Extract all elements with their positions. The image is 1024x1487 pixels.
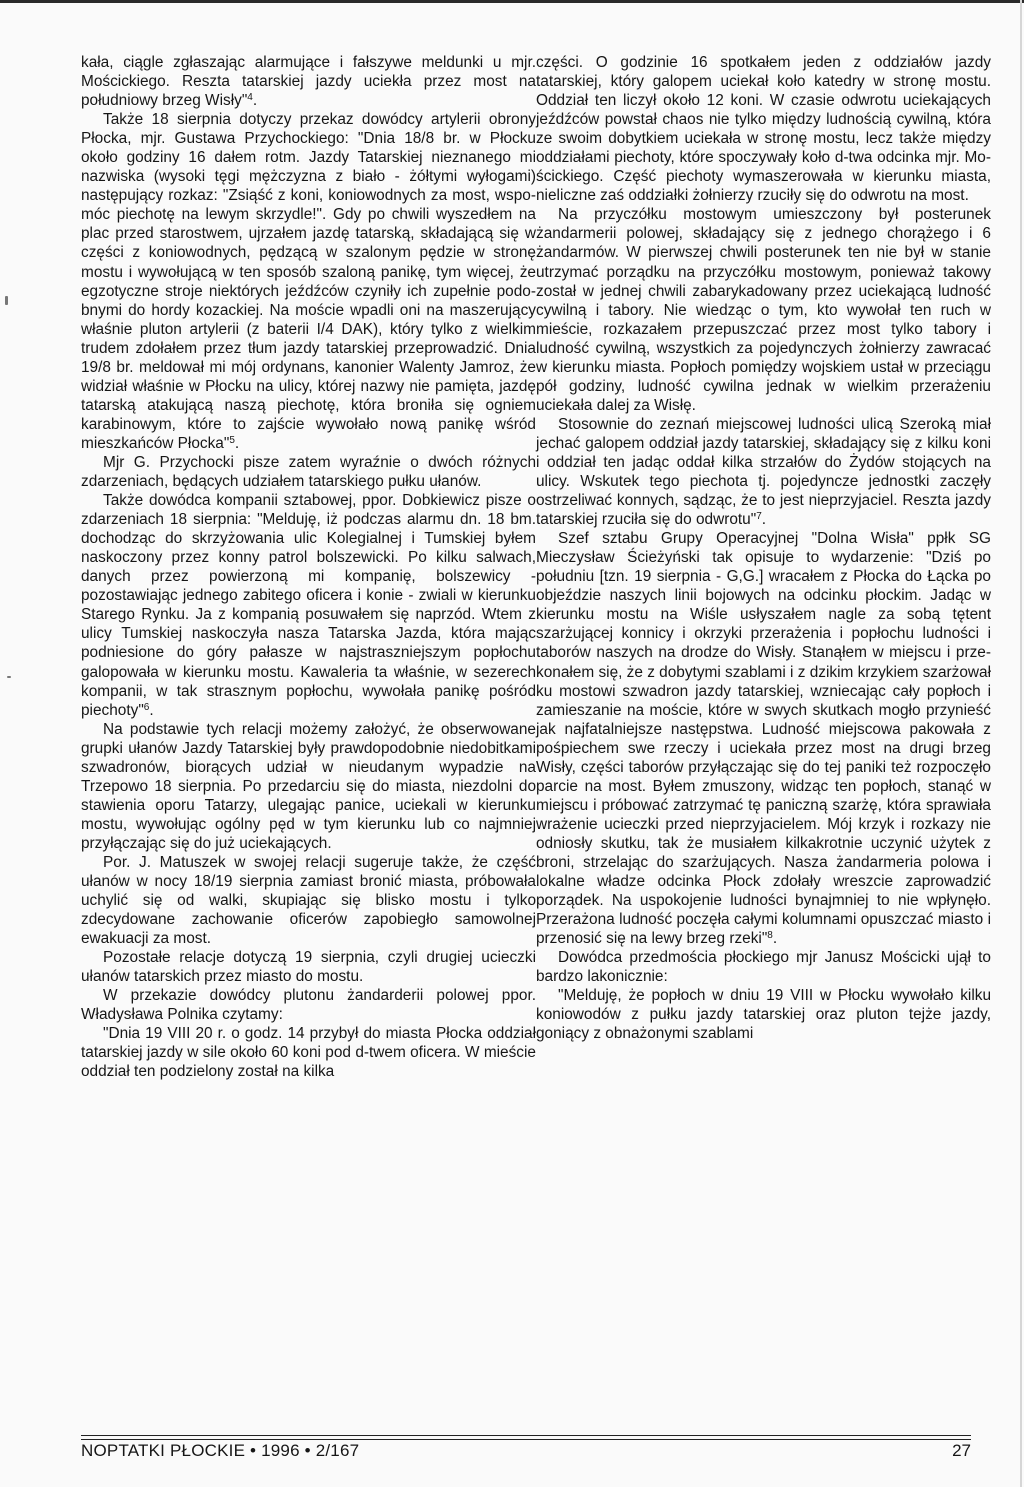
- paragraph: [81, 110, 536, 453]
- footnote-ref: 8: [767, 930, 773, 942]
- paragraph-text: W przekazie dowódcy plutonu żandarderii polowej ppor. Władysława Polnika czytamy:: [81, 987, 536, 1024]
- paragraph-text: Szef sztabu Grupy Operacyjnej "Dolna Wisła" ppłk SG Mieczysław Ścieżyński tak opisuje to wydarzenie: "Dziś po południu [tzn. 19 sierpnia - G,G.] wracałem z Płocka do Łącka po objeździe naszych linii bojowych na odcinku płockim. Jadąc w kierunku mostu na Wiśle usłyszałem nagle za sobą tętent szarżującej konnicy i okrzyki przerażenia i popłochu ludności i taborów naszych na drodze do Wisły. Stanąłem w miejscu i przekonałem się, że z dobytymi szablami i z dzikim krzykiem szarżował ku mostowi szwadron jazdy tatarskiej, wzniecając cały popłoch i zamieszanie na moście, które w swych skutkach mogło przynieść jak najfatalniejsze następstwa. Ludność miejscowa pakowała z pośpiechem swe rzeczy i uciekała przez most na drugi brzeg Wisły, części taborów przyłączając się do tej paniki też rozpoczęło parcie na most. Byłem zmuszony, widząc ten popłoch, stanąć w miejscu i próbować zatrzymać tę paniczną szarżę, która sprawiała wrażenie ucieczki przed nieprzyjacielem. Mój krzyk i rozkazy nie odniosły skutku, tak że musiałem kilkakrotnie uczynić użytek z broni, strzelając do szarżujących. Nasza żandarmeria polowa i lokalne władze odcinka Płock zdołały wreszcie zaprowadzić porządek. Na uspokojenie ludności bynajmniej to nie wpłynęło. Przerażona ludność poczęła całymi kolumnami opuszczać miasto i przenosić się na lewy brzeg rzeki": [536, 530, 992, 948]
- paragraph-tail: .: [149, 701, 154, 719]
- paragraph: [81, 986, 536, 1024]
- paragraph: [81, 853, 536, 948]
- paragraph-tail: .: [252, 92, 258, 110]
- paragraph-text: kała, ciągle zgłaszając alarmujące i fałszywe meldunki u mjr. Mościckiego. Reszta tatarskiej jazdy uciekła przez most na południowy brzeg Wisły": [81, 54, 536, 110]
- scan-mark: [7, 676, 11, 678]
- paragraph: [536, 53, 991, 205]
- paragraph: [536, 948, 991, 986]
- paragraph: [81, 53, 536, 110]
- paragraph: [81, 948, 536, 986]
- paragraph-tail: .: [761, 511, 767, 529]
- paragraph: [81, 1024, 536, 1081]
- footnote-ref: 5: [229, 434, 235, 446]
- footnote-ref: 4: [247, 92, 253, 104]
- page-footer: [81, 1440, 971, 1462]
- paragraph-text: Stosownie do zeznań miejscowej ludności ulicą Szeroką miał jechać galopem oddział jazdy tatarskiej, składający się z kilku koni i oddział ten jadąc oddał kilka strzałów do Żydów stojących na ulicy. Wskutek tego piechota tj. pojedyncze jednostki zaczęły ostrzeliwać konnych, sądząc, że to jest nieprzyjaciel. Reszta jazdy tatarskiej rzuciła się do odwrotu": [536, 415, 991, 529]
- footnote-ref: 7: [756, 511, 762, 523]
- paragraph: [81, 491, 536, 720]
- paragraph-tail: .: [234, 434, 240, 452]
- paragraph-text: Na przyczółku mostowym umieszczony był posterunek żandarmerii polowej, składający się z jednego chorążego i 6 żandarmów. W pierwszej chwili posterunek ten nie był w stanie utrzymać porządku na przyczółku mostowym, ponieważ takowy został w jednej chwili zabarykadowany przez uciekającą ludność cywilną i tabory. Nie wiedząc o tym, kto wywołał ten ruch w mieście, rozkazałem przepuszczać przez most tylko tabory i ludność cywilną, wszystkich za pojedynczych żołnierzy zawracać w kierunku miasta. Popłoch pomiędzy wojskiem ustał w przeciągu pół godziny, ludność cywilna jednak w wielkim przerażeniu uciekała dalej za Wisłę.: [536, 206, 991, 414]
- paragraph-tail: .: [772, 930, 778, 948]
- paragraph-text: Na podstawie tych relacji możemy założyć, że obserwowane grupki ułanów Jazdy Tatarskiej były prawdopodobnie niedobitkami szwadronów, biorących udział w nieudanym wypadzie na Trzepowo 18 sierpnia. Po przedarciu się do miasta, niezdolni do stawienia oporu Tatarzy, ulegając panice, uciekali w kierunku mostu, wywołując ogólny pęd w tym kierunku lub co najmniej przyłączając się do już uciekających.: [81, 720, 536, 852]
- page-top-edge: [0, 0, 1024, 3]
- paragraph-text: Także dowódca kompanii sztabowej, ppor. Dobkiewicz pisze o zdarzeniach 18 sierpnia: "Melduję, iż podczas alarmu dn. 18 bm. dochodząc do skrzyżowania ulic Kolegialnej i Tumskiej byłem naskoczony przez konny patrol bolszewicki. Po kilku salwach, danych przez powierzoną mi kompanię, bolszewicy - pozostawiając jednego zabitego oficera i konie - zwiali w kierunku Starego Rynku. Ja z kompanią posuwałem się naprzód. Wtem z ulicy Tumskiej naskoczyła nasza Tatarska Jazda, która mając podniesione do góry pałasze w najstraszniejszym popłochu galopowała w kierunku mostu. Kawaleria ta właśnie, w sezerech kompanii, w tak strasznym popłochu, wywołała panikę pośród piechoty": [81, 492, 536, 719]
- paragraph: [536, 529, 991, 948]
- paragraph-text: Por. J. Matuszek w swojej relacji sugeruje także, że część ułanów w nocy 18/19 sierpnia zamiast bronić miasta, próbowała uchylić się od walki, skupiając się blisko mostu i tylko zdecydowane zachowanie oficerów zapobiegło samowolnej ewakuacji za most.: [81, 853, 536, 948]
- paragraph-text: Mjr G. Przychocki pisze zatem wyraźnie o dwóch różnych zdarzeniach, będących udziałem tatarskiego pułku ułanów.: [81, 453, 536, 491]
- footnote-ref: 6: [143, 701, 150, 713]
- paragraph-text: Pozostałe relacje dotyczą 19 sierpnia, czyli drugiej ucieczki ułanów tatarskich przez miasto do mostu.: [81, 949, 536, 986]
- text-column-left: [81, 53, 536, 1082]
- footer-journal-title: NOPTATKI PŁOCKIE • 1996 • 2/167: [81, 1441, 360, 1460]
- paragraph-text: "Dnia 19 VIII 20 r. o godz. 14 przybył do miasta Płocka oddział tatarskiej jazdy w sile około 60 koni pod d-twem oficera. W mieście oddział ten podzielony został na kilka: [81, 1025, 536, 1081]
- paragraph: [536, 986, 991, 1043]
- paragraph: [81, 453, 536, 491]
- paragraph-text: Także 18 sierpnia dotyczy przekaz dowódcy artylerii obrony Płocka, mjr. Gustawa Przychockiego: "Dnia 18/8 br. w Płocku około godziny 16 dałem rotm. Jazdy Tatarskiej nieznanego mi nazwiska (wysoki tęgi mężczyzna z biało - żółtymi wyłogami) następujący rozkaz: "Zsiąść z koni, koniowodnych za most, wspomóc piechotę na lewym skrzydle!". Gdy po chwili wyszedłem na plac przed starostwem, ujrzałem jazdę tatarską, składającą się w części z koniowodnych, pędzącą w szalonym pędzie w stronę mostu i wywołującą w ten sposób szaloną panikę, tym więcej, że egzotyczne stroje niektórych jeźdźców czyniły ich zupełnie podobnymi do hordy kozackiej. Na moście wpadli oni na maszerujący właśnie pluton artylerii (z baterii I/4 DAK), który tylko z wielkim trudem zdołałem przez tłum jazdy tatarskiej przeprowadzić. Dnia 19/8 br. meldował mi mój ordynans, kanonier Walenty Jamroz, że widział właśnie w Płocku na ulicy, której nazwy nie pamięta, jazdę tatarską atakującą naszą piechotę, która broniła się ogniem karabinowym, które to zajście wywołało nową panikę wśród mieszkańców Płocka": [81, 111, 536, 452]
- footer-rule: [81, 1435, 971, 1436]
- paragraph: [536, 415, 991, 529]
- paragraph: [81, 720, 536, 853]
- text-column-right: [536, 53, 991, 1043]
- paragraph-text: Dowódca przedmościa płockiego mjr Janusz Mościcki ujął to bardzo lakonicznie:: [536, 949, 991, 986]
- paragraph: [536, 205, 991, 415]
- page-number: 27: [952, 1441, 971, 1460]
- paragraph-text: "Melduję, że popłoch w dniu 19 VIII w Płocku wywołało kilku koniowodów z pułku jazdy tatarskiej oraz pluton tejże jazdy, goniący z obnażonymi szablami: [536, 987, 991, 1043]
- paragraph-text: części. O godzinie 16 spotkałem jeden z oddziałów jazdy tatarskiej, który galopem uciekał koło katedry w stronę mostu. Oddział ten liczył około 12 koni. W czasie odwrotu uciekających jeźdźców powstał chaos nie tylko między ludnością cywilną, która ze swoim dobytkiem uciekała w stronę mostu, lecz także między oddziałami piechoty, które spoczywały koło d-twa odcinka mjr. Mościckiego. Część piechoty wymaszerowała w kierunku miasta, nieliczne zaś oddziałki żołnierzy rzuciły się do odwrotu na most.: [536, 54, 991, 205]
- scan-mark: [5, 296, 8, 305]
- page-right-edge: [1020, 0, 1022, 1487]
